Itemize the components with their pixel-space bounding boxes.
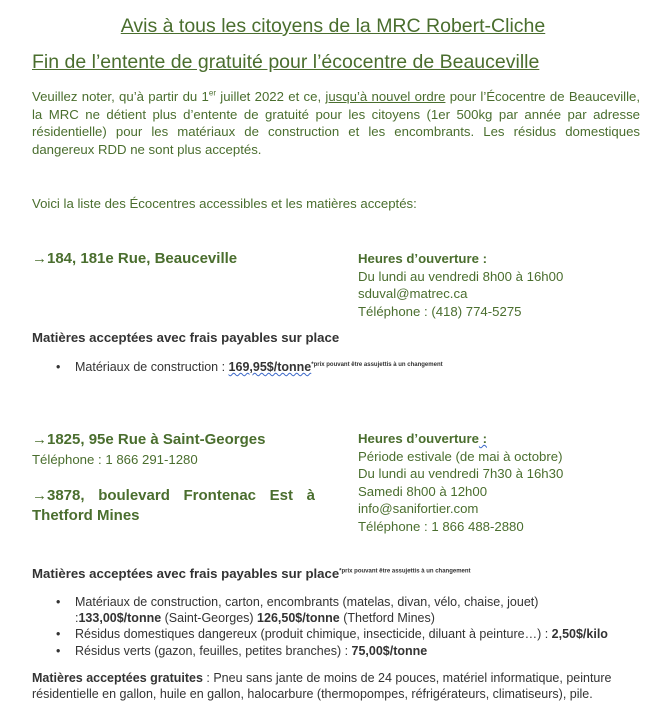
bullet-icon: • — [56, 360, 61, 375]
hours-line: Du lundi au vendredi 7h30 à 16h30 — [358, 466, 564, 482]
item-price: 169,95$/tonne — [228, 360, 312, 375]
hours-line: Samedi 8h00 à 12h00 — [358, 483, 488, 499]
bullet-icon: • — [56, 644, 61, 658]
intro-text-2: juillet 2022 et ce, — [216, 89, 326, 104]
list-item — [56, 357, 443, 375]
hours-title: Heures d’ouverture : — [358, 251, 487, 266]
bullet-icon: • — [56, 627, 61, 641]
addr-word: Est — [269, 487, 294, 504]
intro-text-1: Veuillez noter, qu’à partir du 1 — [32, 89, 209, 104]
ecocentre-saint-georges-address: →1825, 95e Rue à Saint-Georges — [32, 431, 266, 448]
addr-word: →3878, — [32, 487, 85, 504]
materials-free-text: : Pneu sans jante de moins de 24 pouces, matériel informatique, peinture résidentielle en gallon, huile en gallon, halocarbure (thermopompes, réfrigérateurs, climatiseurs), pile. — [32, 671, 612, 701]
ecocentre-thetford-address — [32, 487, 315, 504]
ecocentre-beauceville-address: →184, 181e Rue, Beauceville — [32, 250, 238, 267]
materials-free-title: Matières acceptées gratuites — [32, 671, 203, 685]
phone-line: Téléphone : 1 866 488-2880 — [358, 518, 524, 534]
notice-title: Avis à tous les citoyens de la MRC Robert-Cliche — [120, 15, 546, 37]
price-note: *prix pouvant être assujettis à un changement — [339, 568, 471, 575]
list-item: • Résidus verts (gazon, feuilles, petites branches) : 75,00$/tonne — [56, 644, 428, 658]
materials-paid-title: Matières acceptées avec frais payables sur place — [32, 330, 340, 345]
intro-paragraph — [32, 88, 640, 158]
intro-sup: er — [208, 88, 216, 98]
price-note: *prix pouvant être assujettis à un changement — [311, 362, 443, 368]
intro-text-5: , la MRC ne détient plus d’entente de gratuité pour les citoyens (1er 500kg par année par adresse résidentielle) pour les matériaux de construction et les encombrants. Les résidus domestiques dangereux RDD ne sont plus acceptés. — [32, 89, 640, 157]
addr-word: Frontenac — [183, 487, 257, 504]
phone-line: Téléphone : (418) 774-5275 — [358, 303, 522, 319]
bullet-icon: • — [56, 595, 61, 609]
intro-text-4: pour l’Écocentre de Beauceville — [445, 89, 637, 104]
notice-subtitle: Fin de l’entente de gratuité pour l’écocentre de Beauceville — [32, 51, 540, 73]
list-item: • Matériaux de construction, carton, encombrants (matelas, divan, vélo, chaise, jouet) :133,00$/tonne (Saint-Georges) 126,50$/tonne (Thetford Mines) — [56, 595, 539, 625]
hours-title: Heures d’ouverture : — [358, 431, 487, 446]
list-item: • Résidus domestiques dangereux (produit chimique, insecticide, diluant à peinture…) : 2,50$/kilo — [56, 627, 608, 641]
item-label: Matériaux de construction : — [75, 360, 229, 375]
ecocentre-2-hours — [358, 430, 563, 536]
addr-word: à — [306, 487, 315, 504]
saint-georges-phone: Téléphone : 1 866 291-1280 — [32, 452, 198, 467]
materials-paid-title-2: Matières acceptées avec frais payables sur place$^{*prix pouvant être assujettis à un changement}$ — [32, 566, 471, 581]
ecocentre-thetford-city: Thetford Mines — [32, 507, 140, 524]
hours-line: Période estivale (de mai à octobre) — [358, 448, 563, 464]
intro-until-notice: jusqu’à nouvel ordre — [325, 89, 446, 104]
hours-line: Du lundi au vendredi 8h00 à 16h00 — [358, 268, 564, 284]
addr-word: boulevard — [98, 487, 170, 504]
list-intro: Voici la liste des Écocentres accessibles et les matières acceptés: — [32, 196, 417, 211]
ecocentre-beauceville-hours — [358, 250, 563, 320]
email-link[interactable]: sduval@matrec.ca — [358, 286, 468, 302]
materials-free-paragraph — [32, 670, 642, 702]
email-link[interactable]: info@sanifortier.com — [358, 501, 479, 517]
